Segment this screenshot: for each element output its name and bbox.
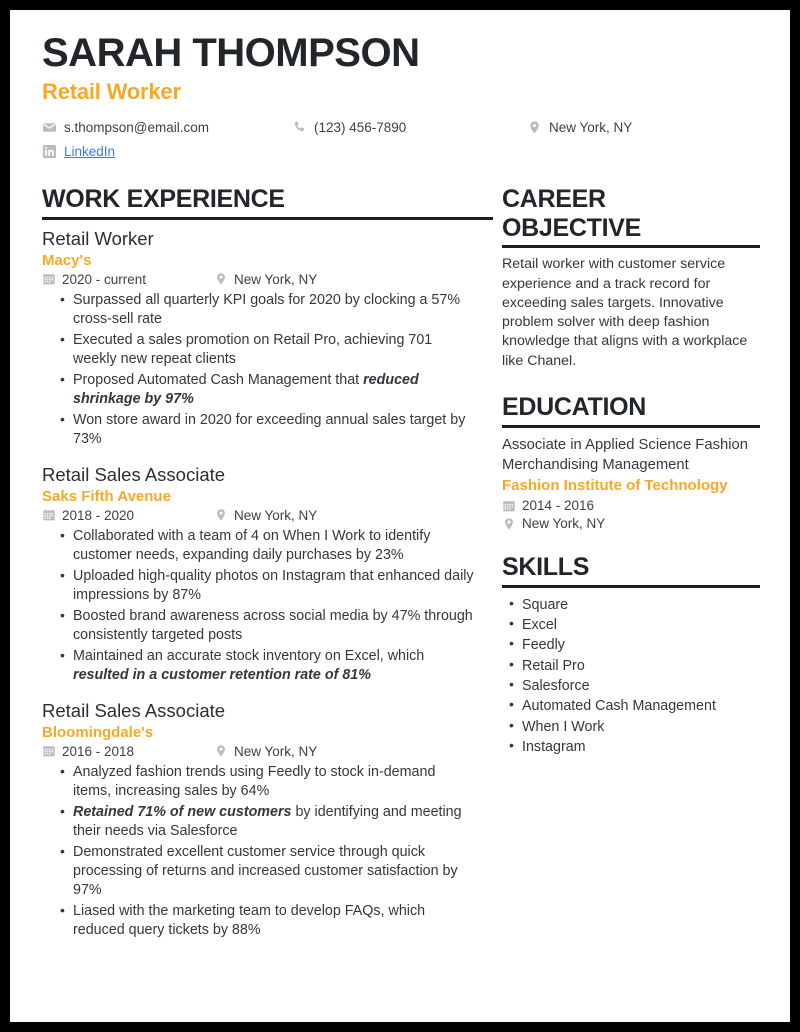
- contact-linkedin-link[interactable]: LinkedIn: [64, 143, 116, 159]
- list-item: [73, 331, 475, 369]
- contact-linkedin[interactable]: [42, 144, 115, 159]
- linkedin-icon: [42, 144, 57, 159]
- education-location: [502, 516, 762, 531]
- job-meta: [42, 744, 475, 759]
- job-meta: [42, 508, 475, 523]
- job-dates-text: 2020 - current: [62, 271, 147, 287]
- contact-phone[interactable]: [292, 120, 527, 135]
- job-bullet-list: [42, 527, 475, 685]
- bullet-text: Surpassed all quarterly KPI goals for 2020 by clocking a 57% cross-sell rate: [73, 291, 461, 327]
- job-role: Retail Worker: [42, 227, 154, 249]
- list-item: [73, 843, 475, 900]
- bullet-text: Maintained an accurate stock inventory on Excel, which: [73, 647, 425, 664]
- job-bullet-list: [42, 291, 475, 449]
- list-item: [73, 291, 475, 329]
- job-bullet-list: [42, 763, 475, 940]
- section-divider: [502, 245, 760, 248]
- resume-page: [10, 10, 790, 1022]
- skills-list: [502, 595, 762, 757]
- section-divider: [502, 585, 760, 588]
- job-entry: [42, 227, 475, 449]
- location-pin-icon: [214, 272, 228, 286]
- left-column: [42, 185, 497, 954]
- bullet-emphasis: reduced shrinkage by 97%: [73, 371, 419, 407]
- bullet-text: Boosted brand awareness across social media by 47% through consistently targeted posts: [73, 607, 473, 643]
- bullet-text: Executed a sales promotion on Retail Pro, achieving 701 weekly new repeat clients: [73, 331, 433, 367]
- list-item: [73, 902, 475, 940]
- job-location: [214, 744, 317, 759]
- section-divider: [502, 425, 760, 428]
- bullet-text: Analyzed fashion trends using Feedly to stock in-demand items, increasing sales by 64%: [73, 763, 436, 799]
- education-dates: [502, 498, 762, 513]
- job-entry: [42, 463, 475, 685]
- list-item: [73, 411, 475, 449]
- job-role: Retail Sales Associate: [42, 463, 226, 485]
- section-divider: [42, 217, 493, 220]
- job-list: [42, 227, 475, 940]
- bullet-text-tail: by identifying and meeting their needs via Salesforce: [73, 803, 462, 839]
- location-pin-icon: [214, 744, 228, 758]
- calendar-icon: [42, 744, 56, 758]
- page-title: SARAH THOMPSON: [42, 31, 420, 75]
- section-title-career-objective-line1: CAREER: [502, 185, 606, 214]
- section-title-education: EDUCATION: [502, 393, 647, 422]
- job-dates: [42, 272, 214, 287]
- job-dates: [42, 508, 214, 523]
- contact-block: [42, 115, 762, 163]
- education-dates-text: 2014 - 2016: [522, 498, 595, 514]
- calendar-icon: [42, 272, 56, 286]
- contact-row-primary: [42, 115, 762, 139]
- list-item: [73, 607, 475, 645]
- bullet-text: Proposed Automated Cash Management that: [73, 371, 364, 388]
- location-pin-icon: [527, 120, 542, 135]
- job-location: [214, 272, 317, 287]
- envelope-icon: [42, 120, 57, 135]
- resume-header: [42, 32, 762, 163]
- skill-item: • Excel: [522, 615, 762, 635]
- job-dates-text: 2018 - 2020: [62, 507, 135, 523]
- skill-item: • Salesforce: [522, 676, 762, 696]
- section-title-career-objective-line2: OBJECTIVE: [502, 213, 641, 242]
- calendar-icon: [42, 508, 56, 522]
- contact-email-text: s.thompson@email.com: [64, 119, 210, 135]
- section-education: [502, 393, 762, 531]
- job-entry: [42, 699, 475, 940]
- contact-email[interactable]: [42, 120, 292, 135]
- job-dates: [42, 744, 214, 759]
- right-column: [497, 185, 762, 954]
- education-degree: Associate in Applied Science Fashion Merchandising Management: [502, 436, 748, 473]
- job-location-text: New York, NY: [234, 743, 318, 759]
- bullet-emphasis: Retained 71% of new customers: [73, 803, 292, 820]
- list-item: [73, 527, 475, 565]
- education-school: Fashion Institute of Technology: [502, 476, 728, 494]
- list-item: [73, 567, 475, 605]
- bullet-text: Won store award in 2020 for exceeding annual sales target by 73%: [73, 411, 466, 447]
- bullet-text: Liased with the marketing team to develop FAQs, which reduced query tickets by 88%: [73, 902, 426, 938]
- section-title-skills: SKILLS: [502, 553, 590, 582]
- resume-content: [10, 10, 790, 954]
- skill-item: • Automated Cash Management: [522, 696, 762, 716]
- bullet-text: Demonstrated excellent customer service through quick processing of returns and increased customer satisfaction by 97%: [73, 843, 458, 898]
- career-objective-text: Retail worker with customer service experience and a track record for exceeding sales targets. Innovative problem solver with deep fashion knowledge that aligns with a workplace like Chanel.: [502, 256, 748, 369]
- calendar-icon: [502, 499, 516, 513]
- skill-item: • Square: [522, 595, 762, 615]
- list-item: [73, 763, 475, 801]
- contact-phone-text: (123) 456-7890: [314, 119, 407, 135]
- section-title-work-experience: WORK EXPERIENCE: [42, 185, 285, 214]
- resume-body: [42, 185, 762, 954]
- header-job-title: Retail Worker: [42, 79, 181, 105]
- bullet-text: Collaborated with a team of 4 on When I Work to identify customer needs, expanding daily purchases by 23%: [73, 527, 431, 563]
- section-career-objective: [502, 185, 762, 371]
- skill-item: • Feedly: [522, 635, 762, 655]
- job-location: [214, 508, 317, 523]
- job-company: Saks Fifth Avenue: [42, 487, 171, 505]
- job-dates-text: 2016 - 2018: [62, 743, 135, 759]
- bullet-emphasis: resulted in a customer retention rate of 81%: [73, 666, 371, 683]
- job-role: Retail Sales Associate: [42, 699, 226, 721]
- education-location-text: New York, NY: [522, 516, 606, 532]
- skill-item: • When I Work: [522, 717, 762, 737]
- job-location-text: New York, NY: [234, 271, 318, 287]
- list-item: [73, 803, 475, 841]
- job-company: Bloomingdale's: [42, 723, 154, 741]
- job-meta: [42, 272, 475, 287]
- skill-item: • Instagram: [522, 737, 762, 757]
- contact-location: [527, 120, 632, 135]
- contact-location-text: New York, NY: [549, 119, 633, 135]
- contact-row-secondary: [42, 139, 762, 163]
- phone-icon: [292, 120, 307, 135]
- list-item: [73, 647, 475, 685]
- skill-item: • Retail Pro: [522, 656, 762, 676]
- bullet-text: Uploaded high-quality photos on Instagram that enhanced daily impressions by 87%: [73, 567, 474, 603]
- location-pin-icon: [502, 517, 516, 531]
- job-location-text: New York, NY: [234, 507, 318, 523]
- job-company: Macy's: [42, 251, 92, 269]
- location-pin-icon: [214, 508, 228, 522]
- section-skills: [502, 553, 762, 757]
- list-item: [73, 371, 475, 409]
